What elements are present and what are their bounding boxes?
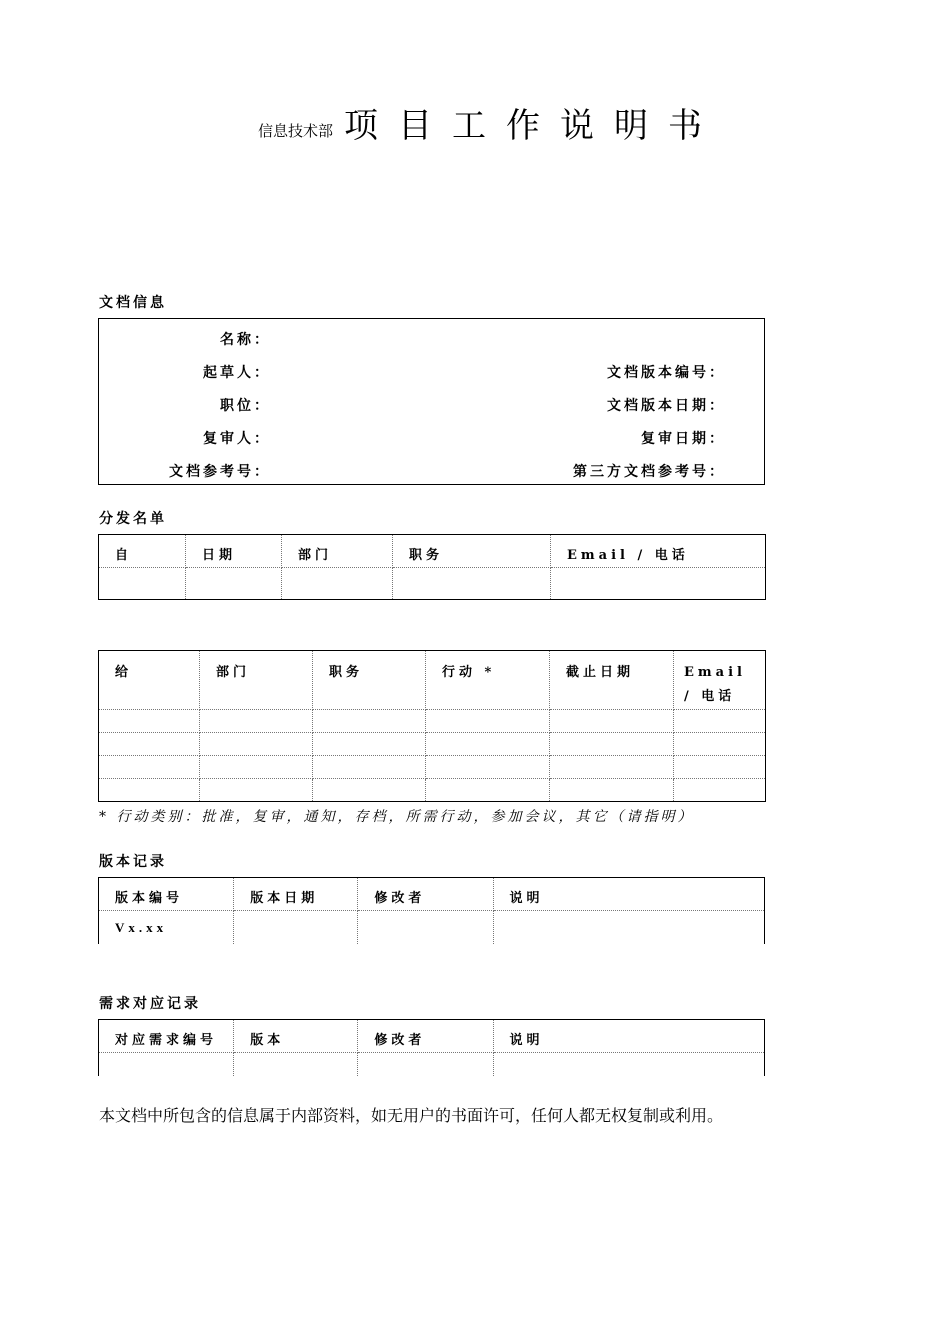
header-requirement-no: 对应需求编号 (99, 1020, 234, 1053)
header-deadline: 截止日期 (550, 651, 674, 710)
header-version-date: 版本日期 (234, 878, 358, 911)
review-date-label: 复审日期： (641, 431, 726, 447)
cell (551, 568, 766, 600)
version-date-label: 文档版本日期： (607, 398, 726, 414)
cell (358, 1053, 493, 1076)
reviewer-label: 复审人： (203, 431, 271, 447)
cell (282, 568, 393, 600)
header-action: 行动 * (426, 651, 550, 710)
table-row (99, 710, 766, 733)
version-record-table (98, 877, 765, 944)
cell (493, 1053, 764, 1076)
table-header-row (99, 651, 766, 710)
action-category-note: * 行动类别：批准，复审，通知，存档，所需行动，参加会议，其它（请指明） (99, 809, 695, 825)
cell (234, 911, 358, 944)
cell (99, 1053, 234, 1076)
version-no-label: 文档版本编号： (607, 365, 726, 381)
cell (493, 911, 764, 944)
header-from: 自 (99, 535, 186, 568)
name-label: 名称： (220, 332, 271, 348)
header-modifier: 修改者 (358, 1020, 493, 1053)
header-title: 职务 (393, 535, 551, 568)
cell (186, 568, 282, 600)
position-label: 职位： (220, 398, 271, 414)
header-email-phone: Email / 电话 (551, 535, 766, 568)
third-party-ref-label: 第三方文档参考号： (573, 464, 726, 480)
header-email-phone: Email / 电话 (674, 651, 766, 710)
version-cell: Vx.xx (99, 911, 234, 944)
table-row (99, 779, 766, 802)
distribution-from-table (98, 534, 766, 600)
header-dept: 部门 (282, 535, 393, 568)
header-title: 职务 (313, 651, 426, 710)
header-to: 给 (99, 651, 200, 710)
header-dept: 部门 (200, 651, 313, 710)
header-version-no: 版本编号 (99, 878, 234, 911)
header-description: 说明 (493, 878, 764, 911)
title-prefix: 信息技术部 (258, 122, 334, 140)
table-row (99, 1053, 765, 1076)
requirement-record-heading: 需求对应记录 (99, 996, 201, 1012)
table-header-row (99, 878, 765, 911)
table-header-row (99, 535, 766, 568)
cell (99, 568, 186, 600)
drafter-label: 起草人： (203, 365, 271, 381)
version-record-heading: 版本记录 (99, 854, 167, 870)
doc-info-heading: 文档信息 (99, 295, 167, 311)
distribution-heading: 分发名单 (99, 511, 167, 527)
cell (358, 911, 493, 944)
table-row (99, 568, 766, 600)
confidentiality-notice: 本文档中所包含的信息属于内部资料，如无用户的书面许可，任何人都无权复制或利用。 (99, 1106, 724, 1125)
table-row (99, 756, 766, 779)
header-description: 说明 (493, 1020, 764, 1053)
requirement-record-table (98, 1019, 765, 1076)
doc-ref-label: 文档参考号： (169, 464, 271, 480)
table-header-row (99, 1020, 765, 1053)
doc-info-box (98, 318, 765, 485)
header-modifier: 修改者 (358, 878, 493, 911)
cell (234, 1053, 358, 1076)
page-title: 项目工作说明书 (344, 106, 722, 146)
distribution-to-table (98, 650, 766, 802)
table-row (99, 911, 765, 944)
header-date: 日期 (186, 535, 282, 568)
table-row (99, 733, 766, 756)
cell (393, 568, 551, 600)
header-version: 版本 (234, 1020, 358, 1053)
